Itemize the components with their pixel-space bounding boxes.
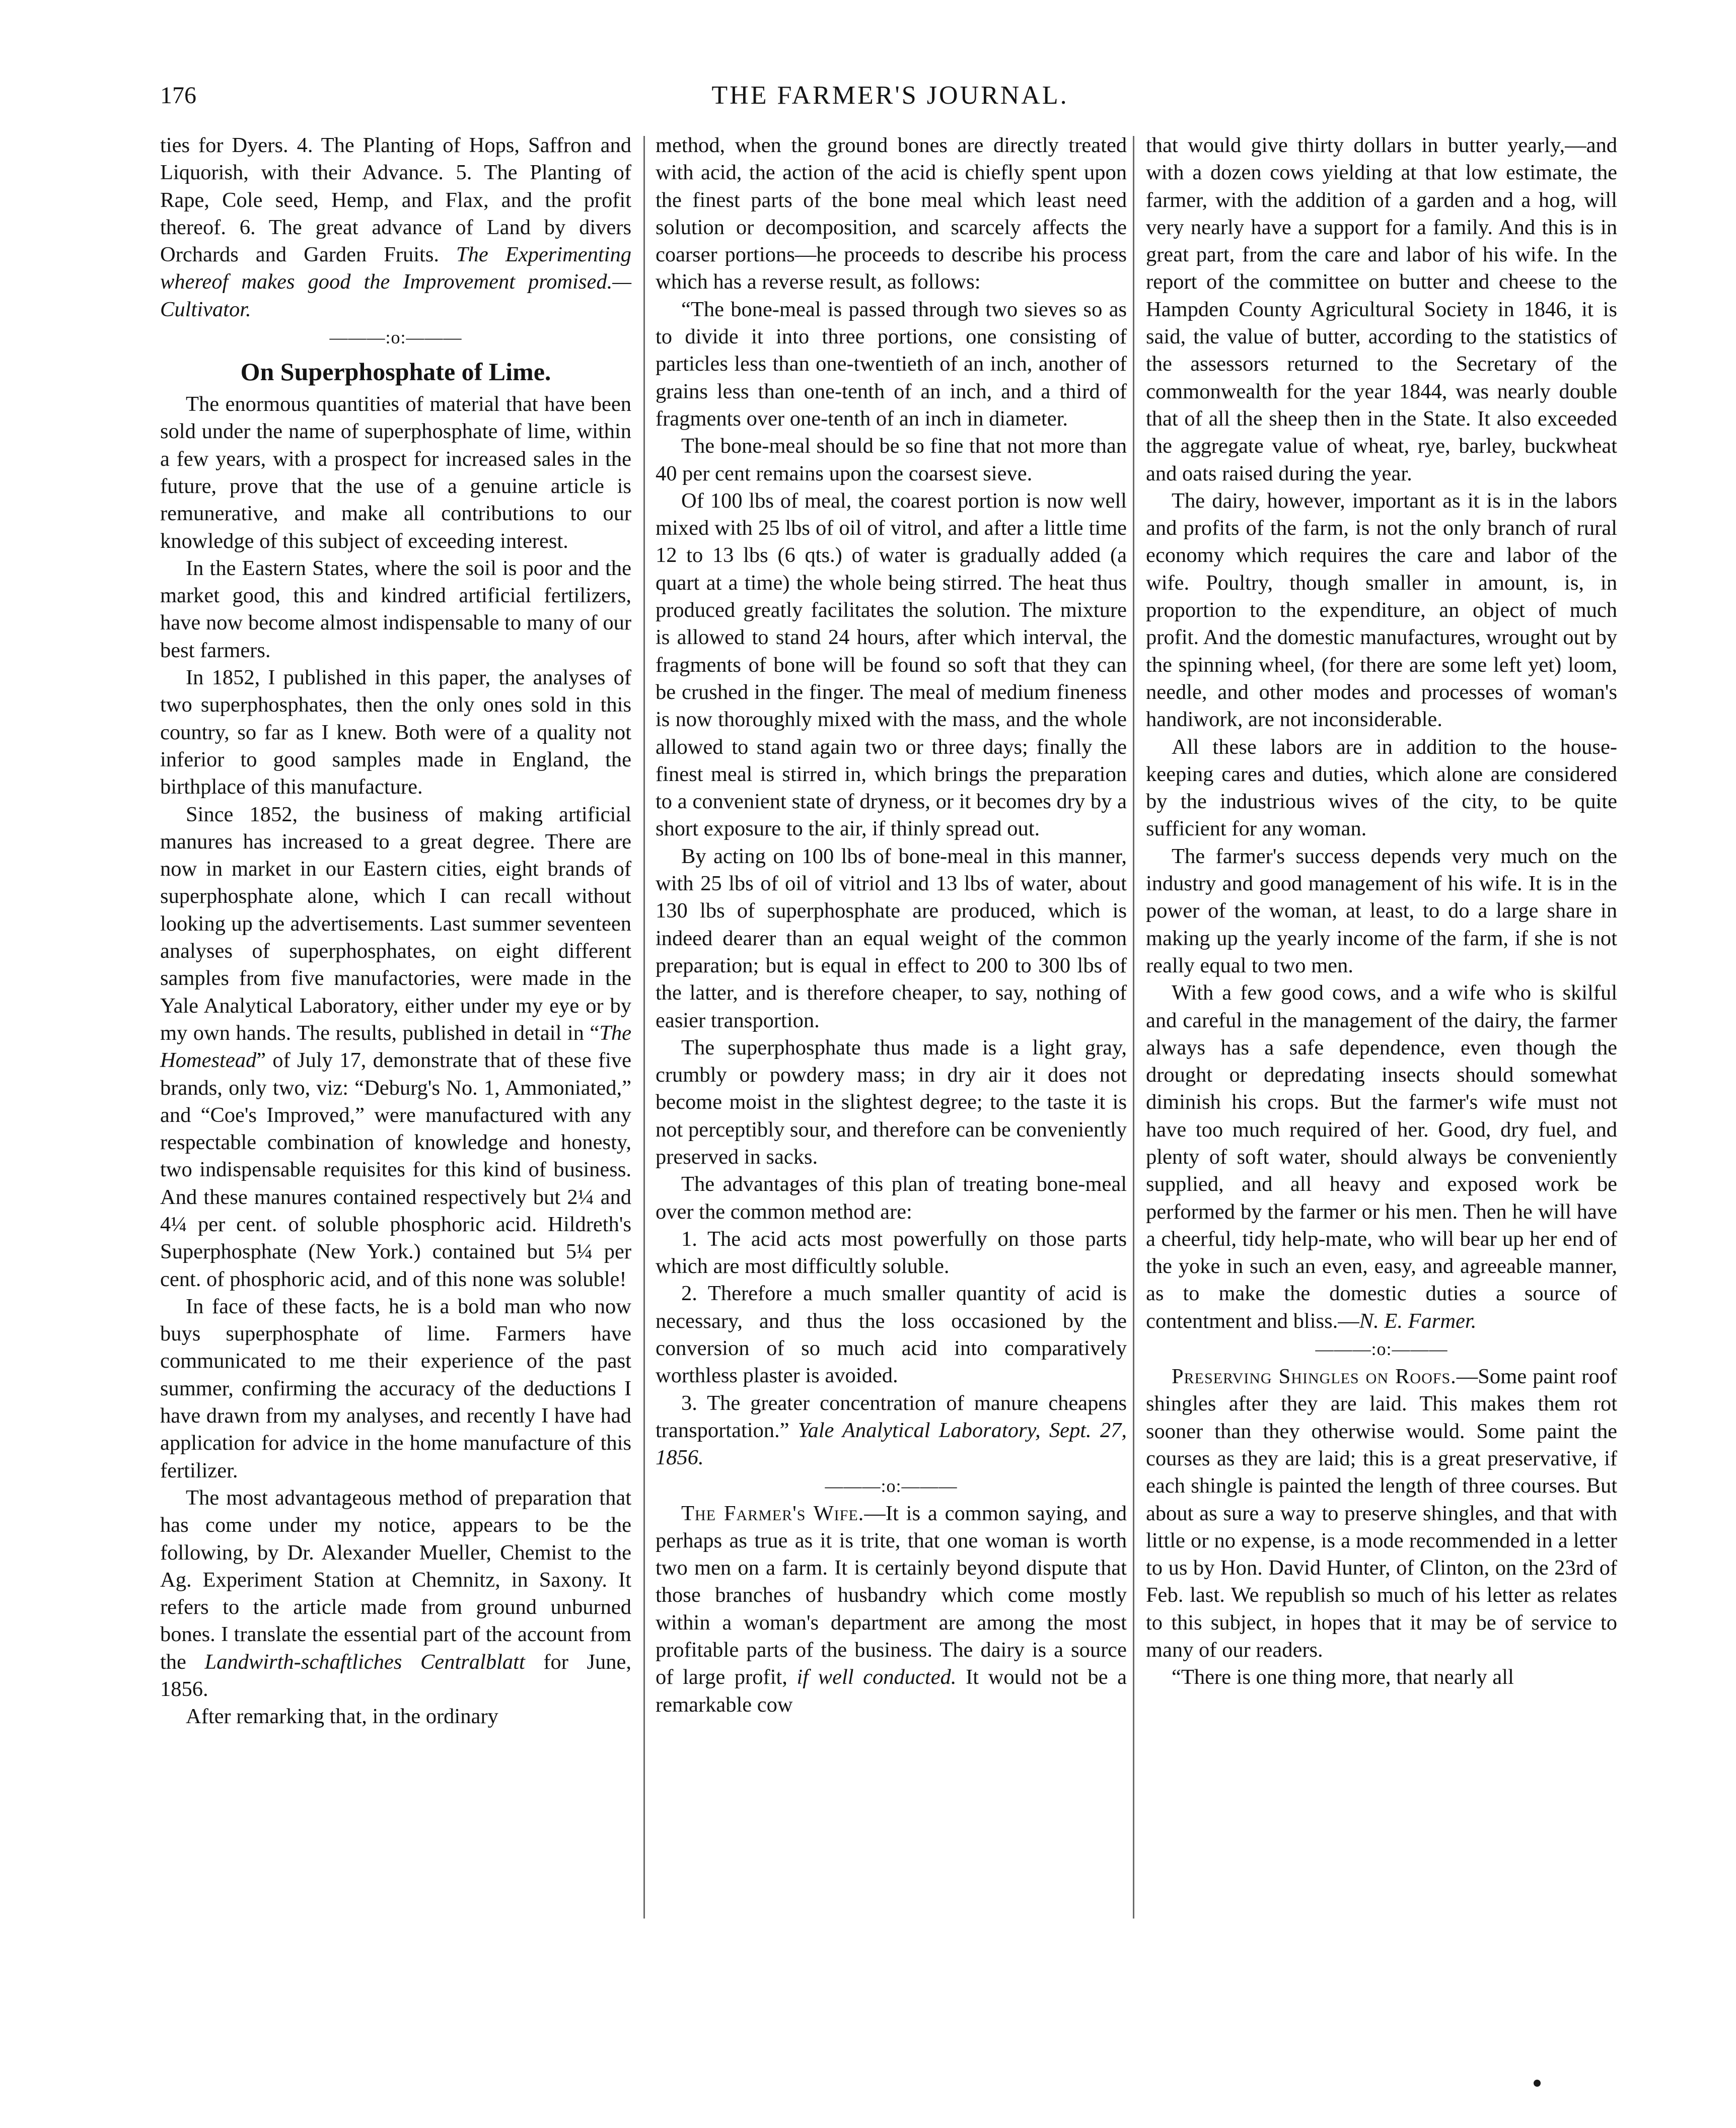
journal-title: THE FARMER'S JOURNAL. (711, 81, 1069, 110)
column-rule (643, 136, 645, 1919)
paragraph: In the Eastern States, where the soil is poor and the market good, this and kindred artificial fertilizers, have now become almost indispensable to many of our best farmers. (160, 556, 631, 662)
list-item: 1. The acid acts most powerfully on those parts which are most difficultly soluble. (656, 1227, 1127, 1279)
paragraph: In 1852, I published in this paper, the analyses of two superphosphates, then the only ones sold in this country, so far as I knew. Both were of a quality not inferior to good samples made in England, the birthplace of this manufacture. (160, 666, 631, 799)
paragraph: In face of these facts, he is a bold man who now buys superphosphate of lime. Farmers have communicated to me their experience of the past summer, confirming the accuracy of the deductions I have drawn from my analyses, and recently I have had application for advice in the home manufacture of this fertilizer. (160, 1294, 631, 1482)
paragraph: All these labors are in addition to the house-keeping cares and duties, which alone are considered by the industrious wives of the city, to be quite sufficient for any woman. (1146, 735, 1617, 841)
paragraph: The enormous quantities of material that have been sold under the name of superphosphate of lime, within a few years, with a prospect for increased sales in the future, prove that the use of a genuine article is remunerative, and make all contributions to our knowledge of this subject of exceeding interest. (160, 392, 631, 553)
column-rule (1133, 136, 1134, 1919)
paragraph: method, when the ground bones are directly treated with acid, the action of the acid is chiefly spent upon the finest parts of the bone meal which least need solution or decomposition, and scarcely affects the coarser portions—he proceeds to describe his process which has a reverse result, as follows: (656, 133, 1127, 294)
ink-speck (1534, 2080, 1541, 2087)
article-continuation: ties for Dyers. 4. The Planting of Hops, Saffron and Liquorish, with their Advance. 5. The Planting of Rape, Cole seed, Hemp, and Flax, and the profit thereof. 6. The great advance of Land by divers Orchards and Garden Fruits. The Experimenting whereof makes good the Improvement promised.— Cultivator. (160, 133, 631, 321)
paragraph: “The bone-meal is passed through two sieves so as to divide it into three portions, one consisting of particles less than one-twentieth of an inch, another of grains less than one-tenth of an inch, and a third of fragments over one-tenth of an inch in diameter. (656, 297, 1127, 431)
paragraph: The bone-meal should be so fine that not more than 40 per cent remains upon the coarsest sieve. (656, 434, 1127, 485)
list-item: 3. The greater concentration of manure cheapens transportation.” Yale Analytical Laboratory, Sept. 27, 1856. (656, 1391, 1127, 1470)
section-divider: ———:o:——— (329, 327, 462, 348)
paragraph: The superphosphate thus made is a light gray, crumbly or powdery mass; in dry air it does not become moist in the slightest degree; to the taste it is not perceptibly sour, and therefore can be conveniently preserved in sacks. (656, 1035, 1127, 1169)
paragraph: Since 1852, the business of making artificial manures has increased to a great degree. There are now in market in our Eastern cities, eight brands of superphosphate alone, which I can recall without looking up the advertisements. Last summer seventeen analyses of superphosphates, on eight different samples from five manufactories, were made in the Yale Analytical Laboratory, either under my eye or by my own hands. The results, published in detail in “The Homestead” of July 17, demonstrate that of these five brands, only two, viz: “Deburg's No. 1, Ammoniated,” and “Coe's Improved,” were manufactured with any respectable combination of knowledge and honesty, two indispensable requisites for this kind of business. And these manures contained respectively but 2¼ and 4¼ per cent. of soluble phosphoric acid. Hildreth's Superphosphate (New York.) contained but 5¼ per cent. of phosphoric acid, and of this none was soluble! (160, 802, 631, 1291)
paragraph: With a few good cows, and a wife who is skilful and careful in the management of the dairy, the farmer always has a safe dependence, even though the drought or depredating insects should somewhat diminish his crops. But the farmer's wife must not have too much required of her. Good, dry fuel, and plenty of soft water, should always be conveniently supplied, and all heavy and exposed work be performed by the farmer or his men. Then he will have a cheerful, tidy help-mate, who will bear up her end of the yoke in such an even, easy, and agreeable manner, as to make the domestic duties a source of contentment and bliss.—N. E. Farmer. (1146, 981, 1617, 1333)
run-in-heading: The Farmer's Wife. (681, 1501, 864, 1525)
paragraph: Of 100 lbs of meal, the coarest portion is now well mixed with 25 lbs of oil of vitrol, and after a little time 12 to 13 lbs (6 qts.) of water is gradually added (a quart at a time) the whole being stirred. The heat thus produced greatly facilitates the solution. The mixture is allowed to stand 24 hours, after which interval, the fragments of bone will be found so soft that they can be crushed in the finger. The meal of medium fineness is now thoroughly mixed with the mass, and the whole allowed to stand again two or three days; finally the finest meal is stirred in, which brings the preparation to a convenient state of dryness, or it becomes dry by a short exposure to the air, if thinly spread out. (656, 488, 1127, 841)
column-left (160, 132, 631, 1731)
column-middle (656, 132, 1127, 1719)
page-number: 176 (160, 82, 196, 109)
column-right (1146, 132, 1617, 1691)
list-item: 2. Therefore a much smaller quantity of acid is necessary, and thus the loss occasioned by the conversion of so much acid into comparatively worthless plaster is avoided. (656, 1282, 1127, 1388)
section-divider: ———:o:——— (1315, 1339, 1448, 1360)
run-in-heading: Preserving Shingles on Roofs. (1172, 1365, 1457, 1389)
article-heading: On Superphosphate of Lime. (240, 358, 551, 386)
attribution: The Experimenting whereof makes good the Improvement promised.— Cultivator. (160, 243, 631, 321)
paragraph: that would give thirty dollars in butter yearly,—and with a dozen cows yielding at that low estimate, the farmer, with the addition of a garden and a hog, will very nearly have a support for a family. And this is in great part, from the care and labor of his wife. In the report of the committee on butter and cheese to the Hampden County Agricultural Society in 1846, it is said, the value of butter, according to the statistics of the assessors returned to the Secretary of the commonwealth for the year 1844, was nearly double that of all the sheep then in the State. It also exceeded the aggregate value of wheat, rye, barley, buckwheat and oats raised during the year. (1146, 133, 1617, 485)
paragraph: By acting on 100 lbs of bone-meal in this manner, with 25 lbs of oil of vitriol and 13 lbs of water, about 130 lbs of superphosphate are produced, which is indeed dearer than an equal weight of the common preparation; but is equal in effect to 200 to 300 lbs of the latter, and is therefore cheaper, to say, nothing of easier transportion. (656, 844, 1127, 1032)
running-head (160, 81, 1620, 116)
paragraph: The farmer's success depends very much on the industry and good management of his wife. It is in the power of the woman, at least, to do a large share in making up the yearly income of the farm, if she is not really equal to two men. (1146, 844, 1617, 977)
paragraph: The advantages of this plan of treating bone-meal over the common method are: (656, 1172, 1127, 1224)
paragraph: The most advantageous method of preparation that has come under my notice, appears to be the following, by Dr. Alexander Mueller, Chemist to the Ag. Experiment Station at Chemnitz, in Saxony. It refers to the article made from ground unburned bones. I translate the essential part of the account from the Landwirth-schaftliches Centralblatt for June, 1856. (160, 1485, 631, 1701)
paragraph: The Farmer's Wife.—It is a common saying, and perhaps as true as it is trite, that one woman is worth two men on a farm. It is certainly beyond dispute that those branches of husbandry which come mostly within a woman's department are among the most profitable parts of the business. The dairy is a source of large profit, if well conducted. It would not be a remarkable cow (656, 1501, 1127, 1717)
paragraph: After remarking that, in the ordinary (186, 1705, 498, 1729)
attribution: N. E. Farmer. (1359, 1309, 1477, 1333)
paragraph: Preserving Shingles on Roofs.—Some paint roof shingles after they are laid. This makes them rot sooner than they otherwise would. Some paint the courses as they are laid; this is a great preservative, if each shingle is painted the length of three courses. But about as sure a way to preserve shingles, and that with little or no expense, is a mode recommended in a letter to us by Hon. David Hunter, of Clinton, on the 23rd of Feb. last. We republish so much of his letter as relates to this subject, in hopes that it may be of service to many of our readers. (1146, 1365, 1617, 1662)
paragraph: The dairy, however, important as it is in the labors and profits of the farm, is not the only branch of rural economy which requires the care and labor of the wife. Poultry, though smaller in amount, is, in proportion to the expenditure, an object of much profit. And the domestic manufactures, wrought out by the spinning wheel, (for there are some left yet) loom, needle, and other modes and processes of woman's handiwork, are not inconsiderable. (1146, 488, 1617, 732)
section-divider: ———:o:——— (825, 1475, 958, 1496)
paragraph: “There is one thing more, that nearly all (1172, 1665, 1514, 1689)
